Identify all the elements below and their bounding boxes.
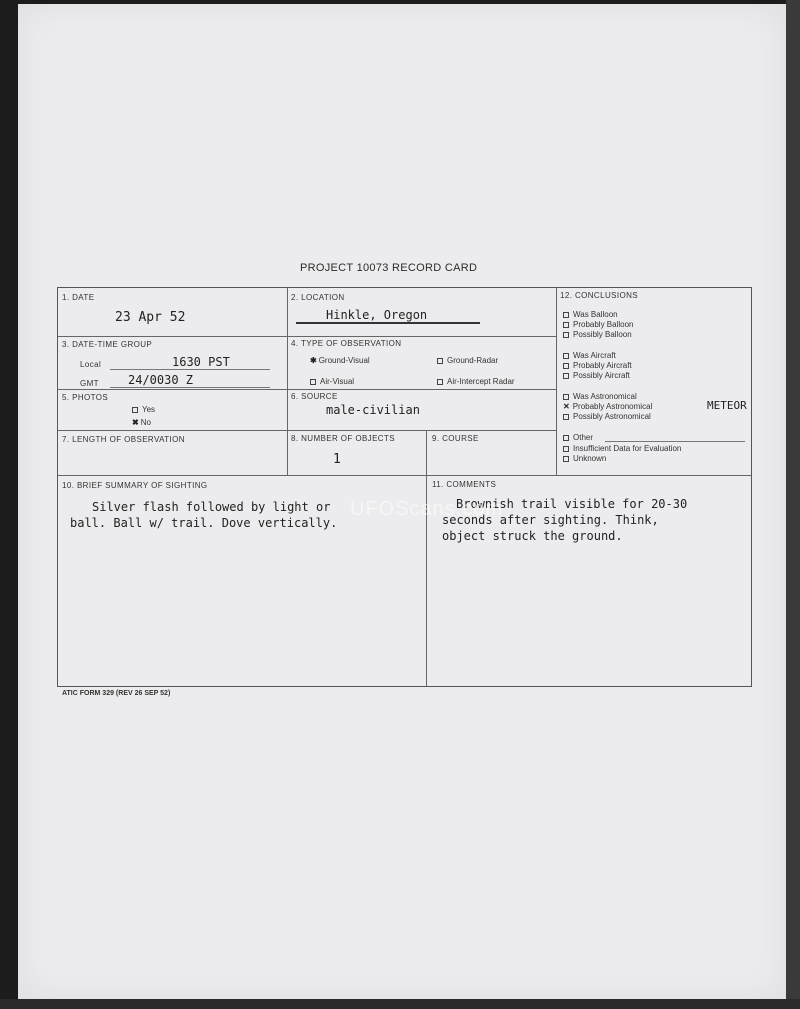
divider: [58, 430, 556, 431]
datetime-label: 3. DATE-TIME GROUP: [62, 340, 153, 349]
divider: [556, 288, 557, 475]
divider: [58, 389, 556, 390]
divider: [287, 288, 288, 475]
local-line: [110, 369, 270, 370]
gmt-value: 24/0030 Z: [128, 373, 194, 387]
location-label: 2. LOCATION: [291, 293, 345, 302]
divider: [58, 475, 751, 476]
checkbox-icon: [563, 332, 569, 338]
card-title: PROJECT 10073 RECORD CARD: [300, 262, 478, 274]
local-label: Local: [80, 360, 102, 369]
watermark: UFOScans.com: [350, 498, 504, 520]
conclusions-label: 12. CONCLUSIONS: [560, 291, 639, 300]
photos-label: 5. PHOTOS: [62, 393, 109, 402]
observation-label: 4. TYPE OF OBSERVATION: [291, 339, 402, 348]
scan-edge-right: [786, 0, 800, 1009]
conclusion-was-astronomical: Was Astronomical: [563, 392, 637, 401]
obs-ground-visual: ✱ Ground-Visual: [310, 356, 370, 365]
conclusion-probably-astronomical: ✕ Probably Astronomical: [563, 402, 653, 411]
other-line: [605, 441, 745, 442]
comments-label: 11. COMMENTS: [432, 480, 497, 489]
photos-yes: Yes: [132, 405, 155, 414]
gmt-label: GMT: [80, 379, 99, 388]
checkbox-icon: [563, 353, 569, 359]
divider: [58, 336, 556, 337]
form-id: ATIC FORM 329 (REV 26 SEP 52): [62, 690, 171, 697]
conclusion-probably-aircraft: Probably Aircraft: [563, 361, 632, 370]
conclusion-insufficient-data: Insufficient Data for Evaluation: [563, 444, 681, 453]
location-underline: [296, 322, 480, 324]
local-value: 1630 PST: [172, 355, 230, 369]
checkbox-icon: [563, 446, 569, 452]
summary-line-1: Silver flash followed by light or: [92, 500, 331, 514]
conclusion-possibly-balloon: Possibly Balloon: [563, 330, 632, 339]
checkbox-icon: [563, 394, 569, 400]
obs-ground-radar: Ground-Radar: [437, 356, 498, 365]
divider: [426, 430, 427, 686]
conclusion-was-aircraft: Was Aircraft: [563, 351, 616, 360]
check-mark-icon: ✖: [132, 418, 139, 427]
scan-edge-bottom: [0, 999, 800, 1009]
location-value: Hinkle, Oregon: [326, 308, 428, 322]
summary-label: 10. BRIEF SUMMARY OF SIGHTING: [62, 481, 208, 490]
obs-air-visual: Air-Visual: [310, 377, 354, 386]
comments-line-2: seconds after sighting. Think,: [442, 513, 659, 527]
date-label: 1. DATE: [62, 293, 95, 302]
checkbox-icon: [563, 373, 569, 379]
comments-line-3: object struck the ground.: [442, 529, 623, 543]
checkbox-icon: [132, 407, 138, 413]
course-label: 9. COURSE: [432, 434, 479, 443]
date-value: 23 Apr 52: [115, 310, 186, 325]
checkbox-icon: [563, 363, 569, 369]
conclusion-other: Other: [563, 433, 593, 442]
comments-line-1: Brownish trail visible for 20-30: [456, 497, 688, 511]
photos-no: ✖ No: [132, 418, 151, 427]
checkbox-icon: [563, 456, 569, 462]
checkbox-icon: [310, 379, 316, 385]
checkbox-icon: [563, 312, 569, 318]
gmt-line: [110, 387, 270, 388]
checkbox-icon: [563, 322, 569, 328]
checkbox-icon: [563, 414, 569, 420]
checkbox-icon: [563, 435, 569, 441]
conclusion-was-balloon: Was Balloon: [563, 310, 618, 319]
conclusion-unknown: Unknown: [563, 454, 606, 463]
conclusion-possibly-astronomical: Possibly Astronomical: [563, 412, 651, 421]
checkbox-icon: [437, 358, 443, 364]
source-value: male-civilian: [326, 403, 420, 417]
length-label: 7. LENGTH OF OBSERVATION: [62, 435, 185, 444]
conclusion-probably-balloon: Probably Balloon: [563, 320, 633, 329]
source-label: 6. SOURCE: [291, 392, 338, 401]
check-mark-icon: ✕: [563, 402, 570, 411]
objects-value: 1: [333, 452, 341, 467]
checkbox-icon: [437, 379, 443, 385]
conclusion-possibly-aircraft: Possibly Aircraft: [563, 371, 630, 380]
check-mark-icon: ✱: [310, 356, 317, 365]
objects-label: 8. NUMBER OF OBJECTS: [291, 434, 396, 443]
summary-line-2: ball. Ball w/ trail. Dove vertically.: [70, 516, 338, 530]
conclusion-annotation: METEOR: [707, 399, 747, 412]
obs-air-intercept-radar: Air-Intercept Radar: [437, 377, 515, 386]
